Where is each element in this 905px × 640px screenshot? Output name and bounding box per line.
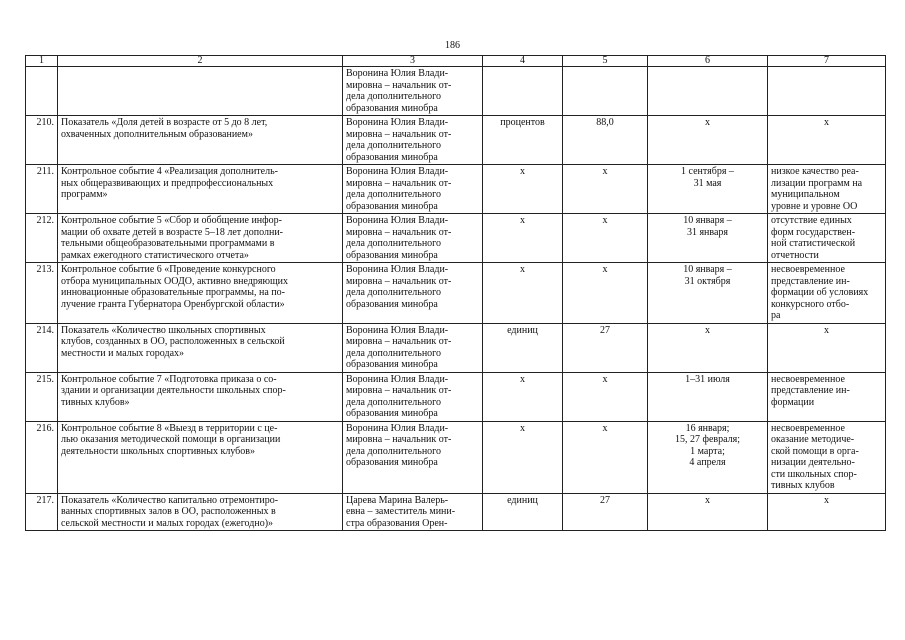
row-number: 211. xyxy=(26,165,58,214)
row-name xyxy=(58,67,343,116)
column-header: 5 xyxy=(563,56,648,67)
row-name: Показатель «Количество школьных спортивных клубов, созданных в ОО, расположенных в сельской местности и малых городах» xyxy=(58,323,343,372)
row-value: 88,0 xyxy=(563,116,648,165)
row-value: х xyxy=(563,421,648,493)
row-responsible: Царева Марина Валерь- евна – заместитель мини- стра образования Орен- xyxy=(343,493,483,531)
row-number xyxy=(26,67,58,116)
row-number: 215. xyxy=(26,372,58,421)
row-risk: несвоевременное представление ин- формации xyxy=(768,372,886,421)
table-row xyxy=(26,67,886,116)
row-responsible: Воронина Юлия Влади- мировна – начальник от- дела дополнительного образования минобра xyxy=(343,165,483,214)
row-name: Контрольное событие 8 «Выезд в территории с це- лью оказания методической помощи в организации деятельности школьных спортивных клубов» xyxy=(58,421,343,493)
row-responsible: Воронина Юлия Влади- мировна – начальник от- дела дополнительного образования минобра xyxy=(343,67,483,116)
table-row xyxy=(26,493,886,531)
row-name: Контрольное событие 6 «Проведение конкурсного отбора муниципальных ООДО, активно внедряющих инновационные образовательные программы, на по- лучение гранта Губернатора Оренбургской области» xyxy=(58,263,343,324)
row-unit: х xyxy=(483,421,563,493)
row-name: Контрольное событие 5 «Сбор и обобщение инфор- мации об охвате детей в возрасте 5–18 лет дополни- тельными общеобразовательными программами в рамках ежегодного статистического отчета» xyxy=(58,214,343,263)
row-deadline: 10 января – 31 января xyxy=(648,214,768,263)
column-header: 7 xyxy=(768,56,886,67)
column-number-row xyxy=(26,56,886,67)
row-responsible: Воронина Юлия Влади- мировна – начальник от- дела дополнительного образования минобра xyxy=(343,214,483,263)
table-row xyxy=(26,323,886,372)
page-number: 186 xyxy=(445,40,460,51)
row-deadline: 1 сентября – 31 мая xyxy=(648,165,768,214)
row-unit: х xyxy=(483,263,563,324)
row-risk: отсутствие единых форм государствен- ной статистической отчетности xyxy=(768,214,886,263)
row-number: 216. xyxy=(26,421,58,493)
row-name: Показатель «Количество капитально отремонтиро- ванных спортивных залов в ОО, расположенных в сельской местности и малых городах (ежегодно)» xyxy=(58,493,343,531)
column-header: 3 xyxy=(343,56,483,67)
row-risk: х xyxy=(768,323,886,372)
column-header: 2 xyxy=(58,56,343,67)
row-value xyxy=(563,67,648,116)
row-unit: х xyxy=(483,165,563,214)
row-risk: несвоевременное оказание методиче- ской помощи в орга- низации деятельно- сти школьных спор- тивных клубов xyxy=(768,421,886,493)
table-row xyxy=(26,165,886,214)
row-responsible: Воронина Юлия Влади- мировна – начальник от- дела дополнительного образования минобра xyxy=(343,323,483,372)
row-name: Контрольное событие 4 «Реализация дополнитель- ных общеразвивающих и предпрофессиональных программ» xyxy=(58,165,343,214)
table-row xyxy=(26,263,886,324)
row-deadline xyxy=(648,67,768,116)
row-risk: х xyxy=(768,116,886,165)
row-unit: единиц xyxy=(483,493,563,531)
plan-table xyxy=(25,55,886,531)
row-value: х xyxy=(563,165,648,214)
row-value: 27 xyxy=(563,323,648,372)
row-number: 213. xyxy=(26,263,58,324)
row-unit: х xyxy=(483,214,563,263)
row-value: 27 xyxy=(563,493,648,531)
row-unit: единиц xyxy=(483,323,563,372)
column-header: 4 xyxy=(483,56,563,67)
row-deadline: 1–31 июля xyxy=(648,372,768,421)
row-unit: х xyxy=(483,372,563,421)
row-deadline: х xyxy=(648,323,768,372)
table-row xyxy=(26,116,886,165)
row-number: 214. xyxy=(26,323,58,372)
row-value: х xyxy=(563,263,648,324)
row-name: Показатель «Доля детей в возрасте от 5 до 8 лет, охваченных дополнительным образованием» xyxy=(58,116,343,165)
row-responsible: Воронина Юлия Влади- мировна – начальник от- дела дополнительного образования минобра xyxy=(343,116,483,165)
row-risk: низкое качество реа- лизации программ на муниципальном уровне и уровне ОО xyxy=(768,165,886,214)
row-value: х xyxy=(563,372,648,421)
row-deadline: 16 января; 15, 27 февраля; 1 марта; 4 апреля xyxy=(648,421,768,493)
row-deadline: х xyxy=(648,493,768,531)
row-responsible: Воронина Юлия Влади- мировна – начальник от- дела дополнительного образования минобра xyxy=(343,372,483,421)
row-unit xyxy=(483,67,563,116)
table-row xyxy=(26,214,886,263)
column-header: 6 xyxy=(648,56,768,67)
table-row xyxy=(26,372,886,421)
row-number: 210. xyxy=(26,116,58,165)
column-header: 1 xyxy=(26,56,58,67)
row-risk: х xyxy=(768,493,886,531)
row-unit: процентов xyxy=(483,116,563,165)
row-responsible: Воронина Юлия Влади- мировна – начальник от- дела дополнительного образования минобра xyxy=(343,263,483,324)
row-value: х xyxy=(563,214,648,263)
row-responsible: Воронина Юлия Влади- мировна – начальник от- дела дополнительного образования минобра xyxy=(343,421,483,493)
row-name: Контрольное событие 7 «Подготовка приказа о со- здании и организации деятельности школьных спор- тивных клубов» xyxy=(58,372,343,421)
row-risk: несвоевременное представление ин- формации об условиях конкурсного отбо- ра xyxy=(768,263,886,324)
row-number: 212. xyxy=(26,214,58,263)
table-row xyxy=(26,421,886,493)
row-deadline: х xyxy=(648,116,768,165)
row-deadline: 10 января – 31 октября xyxy=(648,263,768,324)
row-number: 217. xyxy=(26,493,58,531)
row-risk xyxy=(768,67,886,116)
